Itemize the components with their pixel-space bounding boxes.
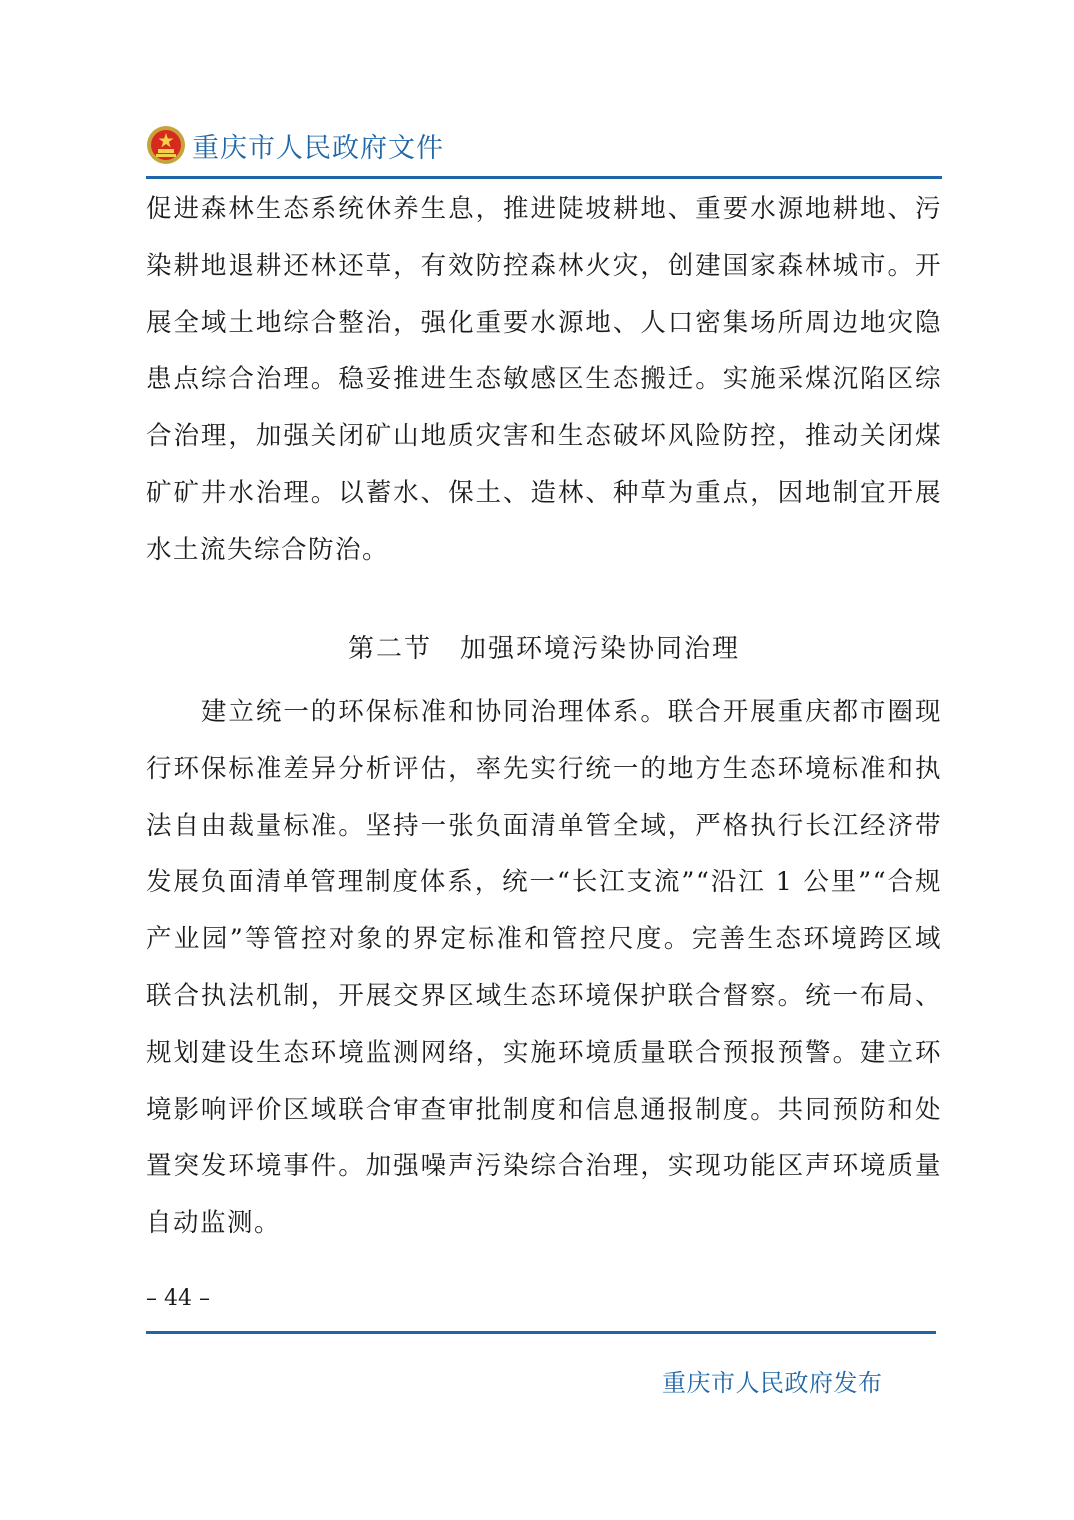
paragraph: 促进森林生态系统休养生息，推进陡坡耕地、重要水源地耕地、污染耕地退耕还林还草，有效防控森林火灾，创建国家森林城市。开展全域土地综合整治，强化重要水源地、人口密集场所周边地灾隐患点综合治理。稳妥推进生态敏感区生态搬迁。实施采煤沉陷区综合治理，加强关闭矿山地质灾害和生态破坏风险防控，推动关闭煤矿矿井水治理。以蓄水、保土、造林、种草为重点，因地制宜开展水土流失综合防治。 — [146, 194, 942, 565]
section-heading: 第二节 加强环境污染协同治理 — [347, 634, 740, 664]
section-body — [146, 684, 942, 1252]
document-header — [146, 120, 444, 170]
header-title: 重庆市人民政府文件 — [192, 132, 444, 164]
section-paragraph: 建立统一的环保标准和协同治理体系。联合开展重庆都市圈现行环保标准差异分析评估，率先实行统一的地方生态环境标准和执法自由裁量标准。坚持一张负面清单管全域，严格执行长江经济带发展负面清单管理制度体系，统一“长江支流”“沿江 1 公里”“合规产业园”等管控对象的界定标准和管控尺度。完善生态环境跨区域联合执法机制，开展交界区域生态环境保护联合督察。统一布局、规划建设生态环境监测网络，实施环境质量联合预报预警。建立环境影响评价区域联合审查审批制度和信息通报制度。共同预防和处置突发环境事件。加强噪声污染综合治理，实现功能区声环境质量自动监测。 — [146, 697, 942, 1239]
national-emblem-icon — [146, 125, 186, 165]
footer-divider — [146, 1331, 936, 1334]
body-text — [146, 181, 942, 579]
header-divider — [146, 176, 942, 179]
page-number: – 44 – — [146, 1286, 210, 1311]
footer-publisher: 重庆市人民政府发布 — [662, 1369, 883, 1397]
